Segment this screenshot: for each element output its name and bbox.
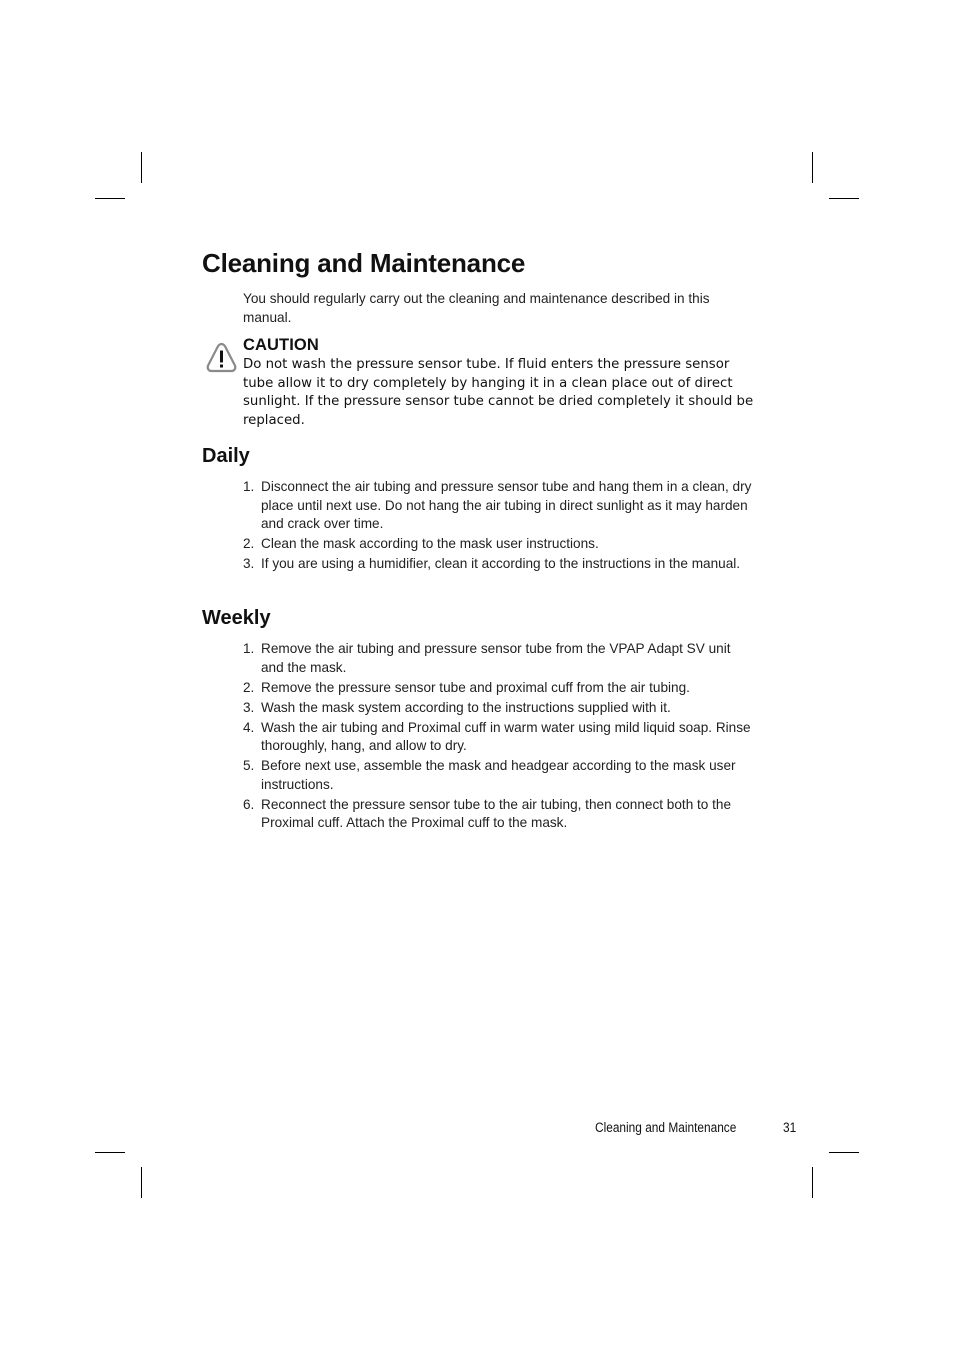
list-item <box>243 640 753 677</box>
list-item <box>243 535 753 554</box>
list-item <box>243 555 753 574</box>
crop-mark-bottom-left-h <box>95 1152 125 1153</box>
step-number: 5. <box>243 758 255 773</box>
crop-mark-bottom-right-h <box>829 1152 859 1153</box>
crop-mark-top-left-h <box>95 198 125 199</box>
step-number: 6. <box>243 796 255 812</box>
step-number: 4. <box>243 719 255 735</box>
crop-mark-top-left-v <box>141 152 142 183</box>
crop-mark-top-right-h <box>829 198 859 199</box>
list-item <box>243 796 753 833</box>
list-item <box>243 719 753 756</box>
caution-text: Do not wash the pressure sensor tube. If fluid enters the pressure sensor tube allow it to dry completely by hanging it in a clean place out of direct sunlight. If the pressure sensor tube cannot be dried completely it should be replaced. <box>243 357 754 428</box>
step-text: Remove the air tubing and pressure sensor tube from the VPAP Adapt SV unit and the mask. <box>261 641 731 675</box>
warning-icon <box>205 341 238 374</box>
step-text: Disconnect the air tubing and pressure sensor tube and hang them in a clean, dry place until next use. Do not hang the air tubing in direct sunlight as it may harden and crack over time. <box>261 479 752 531</box>
step-number: 2. <box>243 536 255 551</box>
weekly-steps-list <box>243 640 753 834</box>
caution-title: CAUTION <box>243 336 319 354</box>
crop-mark-bottom-right-v <box>812 1167 813 1198</box>
crop-mark-top-right-v <box>812 152 813 183</box>
step-text: Before next use, assemble the mask and headgear according to the mask user instructions. <box>261 758 736 792</box>
list-item <box>243 478 753 534</box>
footer-page-number: 31 <box>783 1120 797 1135</box>
step-text: Wash the air tubing and Proximal cuff in warm water using mild liquid soap. Rinse thoroughly, hang, and allow to dry. <box>261 719 751 753</box>
step-text: Clean the mask according to the mask user instructions. <box>261 536 599 551</box>
step-text: Reconnect the pressure sensor tube to the air tubing, then connect both to the Proximal cuff. Attach the Proximal cuff to the mask. <box>261 796 732 830</box>
step-number: 1. <box>243 479 255 494</box>
step-text: If you are using a humidifier, clean it according to the instructions in the manual. <box>261 556 741 571</box>
page-title: Cleaning and Maintenance <box>202 248 526 278</box>
step-text: Wash the mask system according to the instructions supplied with it. <box>261 699 671 715</box>
footer-section-label: Cleaning and Maintenance <box>595 1120 737 1135</box>
step-number: 3. <box>243 699 255 715</box>
list-item <box>243 699 753 718</box>
list-item <box>243 679 753 698</box>
step-text: Remove the pressure sensor tube and proximal cuff from the air tubing. <box>261 679 690 695</box>
step-number: 2. <box>243 679 255 695</box>
daily-steps-list <box>243 478 753 575</box>
step-number: 1. <box>243 641 255 656</box>
weekly-heading: Weekly <box>202 607 271 629</box>
step-number: 3. <box>243 556 255 571</box>
intro-paragraph: You should regularly carry out the cleaning and maintenance described in this manual. <box>243 291 710 325</box>
daily-heading: Daily <box>202 445 250 467</box>
crop-mark-bottom-left-v <box>141 1167 142 1198</box>
list-item <box>243 757 753 794</box>
